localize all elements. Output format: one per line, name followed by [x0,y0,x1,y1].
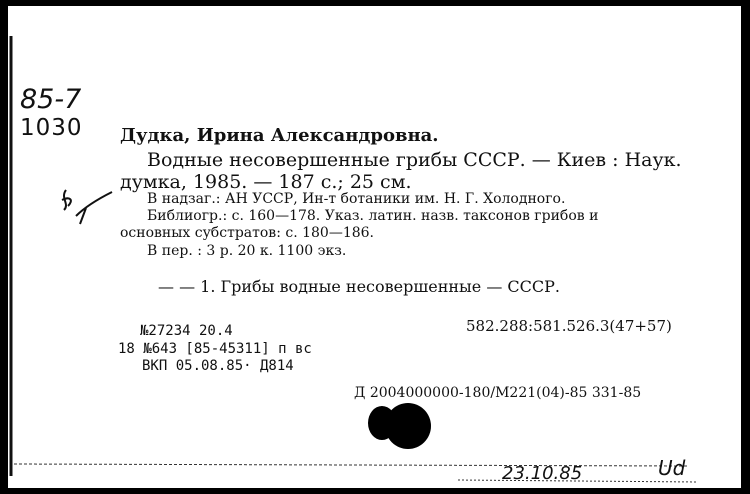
publication-code: Д 2004000000-180/М221(04)-85 331-85 [354,385,642,401]
handwritten-number-top: 85-7 [20,84,82,115]
note-line-1: В надзаг.: АН УССР, Ин-т ботаники им. Н. Г. Холодного. [147,191,566,207]
punch-hole-right [385,403,431,449]
order-line: 18 №643 [85-45311] п вс [118,341,312,357]
author-heading: Дудка, Ирина Александровна. [120,125,439,146]
catalog-card [8,6,741,488]
title-line-2: думка, 1985. — 187 с.; 25 см. [120,171,412,193]
classification-code: 582.288:581.526.3(47+57) [466,317,672,335]
note-line-2: Библиогр.: с. 160—178. Указ. латин. назв. таксонов грибов и [147,208,599,224]
accession-number: №27234 20.4 [140,323,233,339]
note-line-4: В пер. : 3 р. 20 к. 1100 экз. [147,243,347,259]
vkp-line: ВКП 05.08.85· Д814 [142,358,294,374]
handwritten-mark: Ud [658,456,686,480]
handwritten-initials [56,186,116,228]
handwritten-date: 23.10.85 [502,463,583,484]
note-line-3: основных субстратов: с. 180—186. [120,225,374,241]
handwritten-number-second: 1030 [20,115,83,141]
title-line-1: Водные несовершенные грибы СССР. — Киев : Наук. [147,149,682,171]
subject-heading: — — 1. Грибы водные несовершенные — СССР. [158,277,560,296]
